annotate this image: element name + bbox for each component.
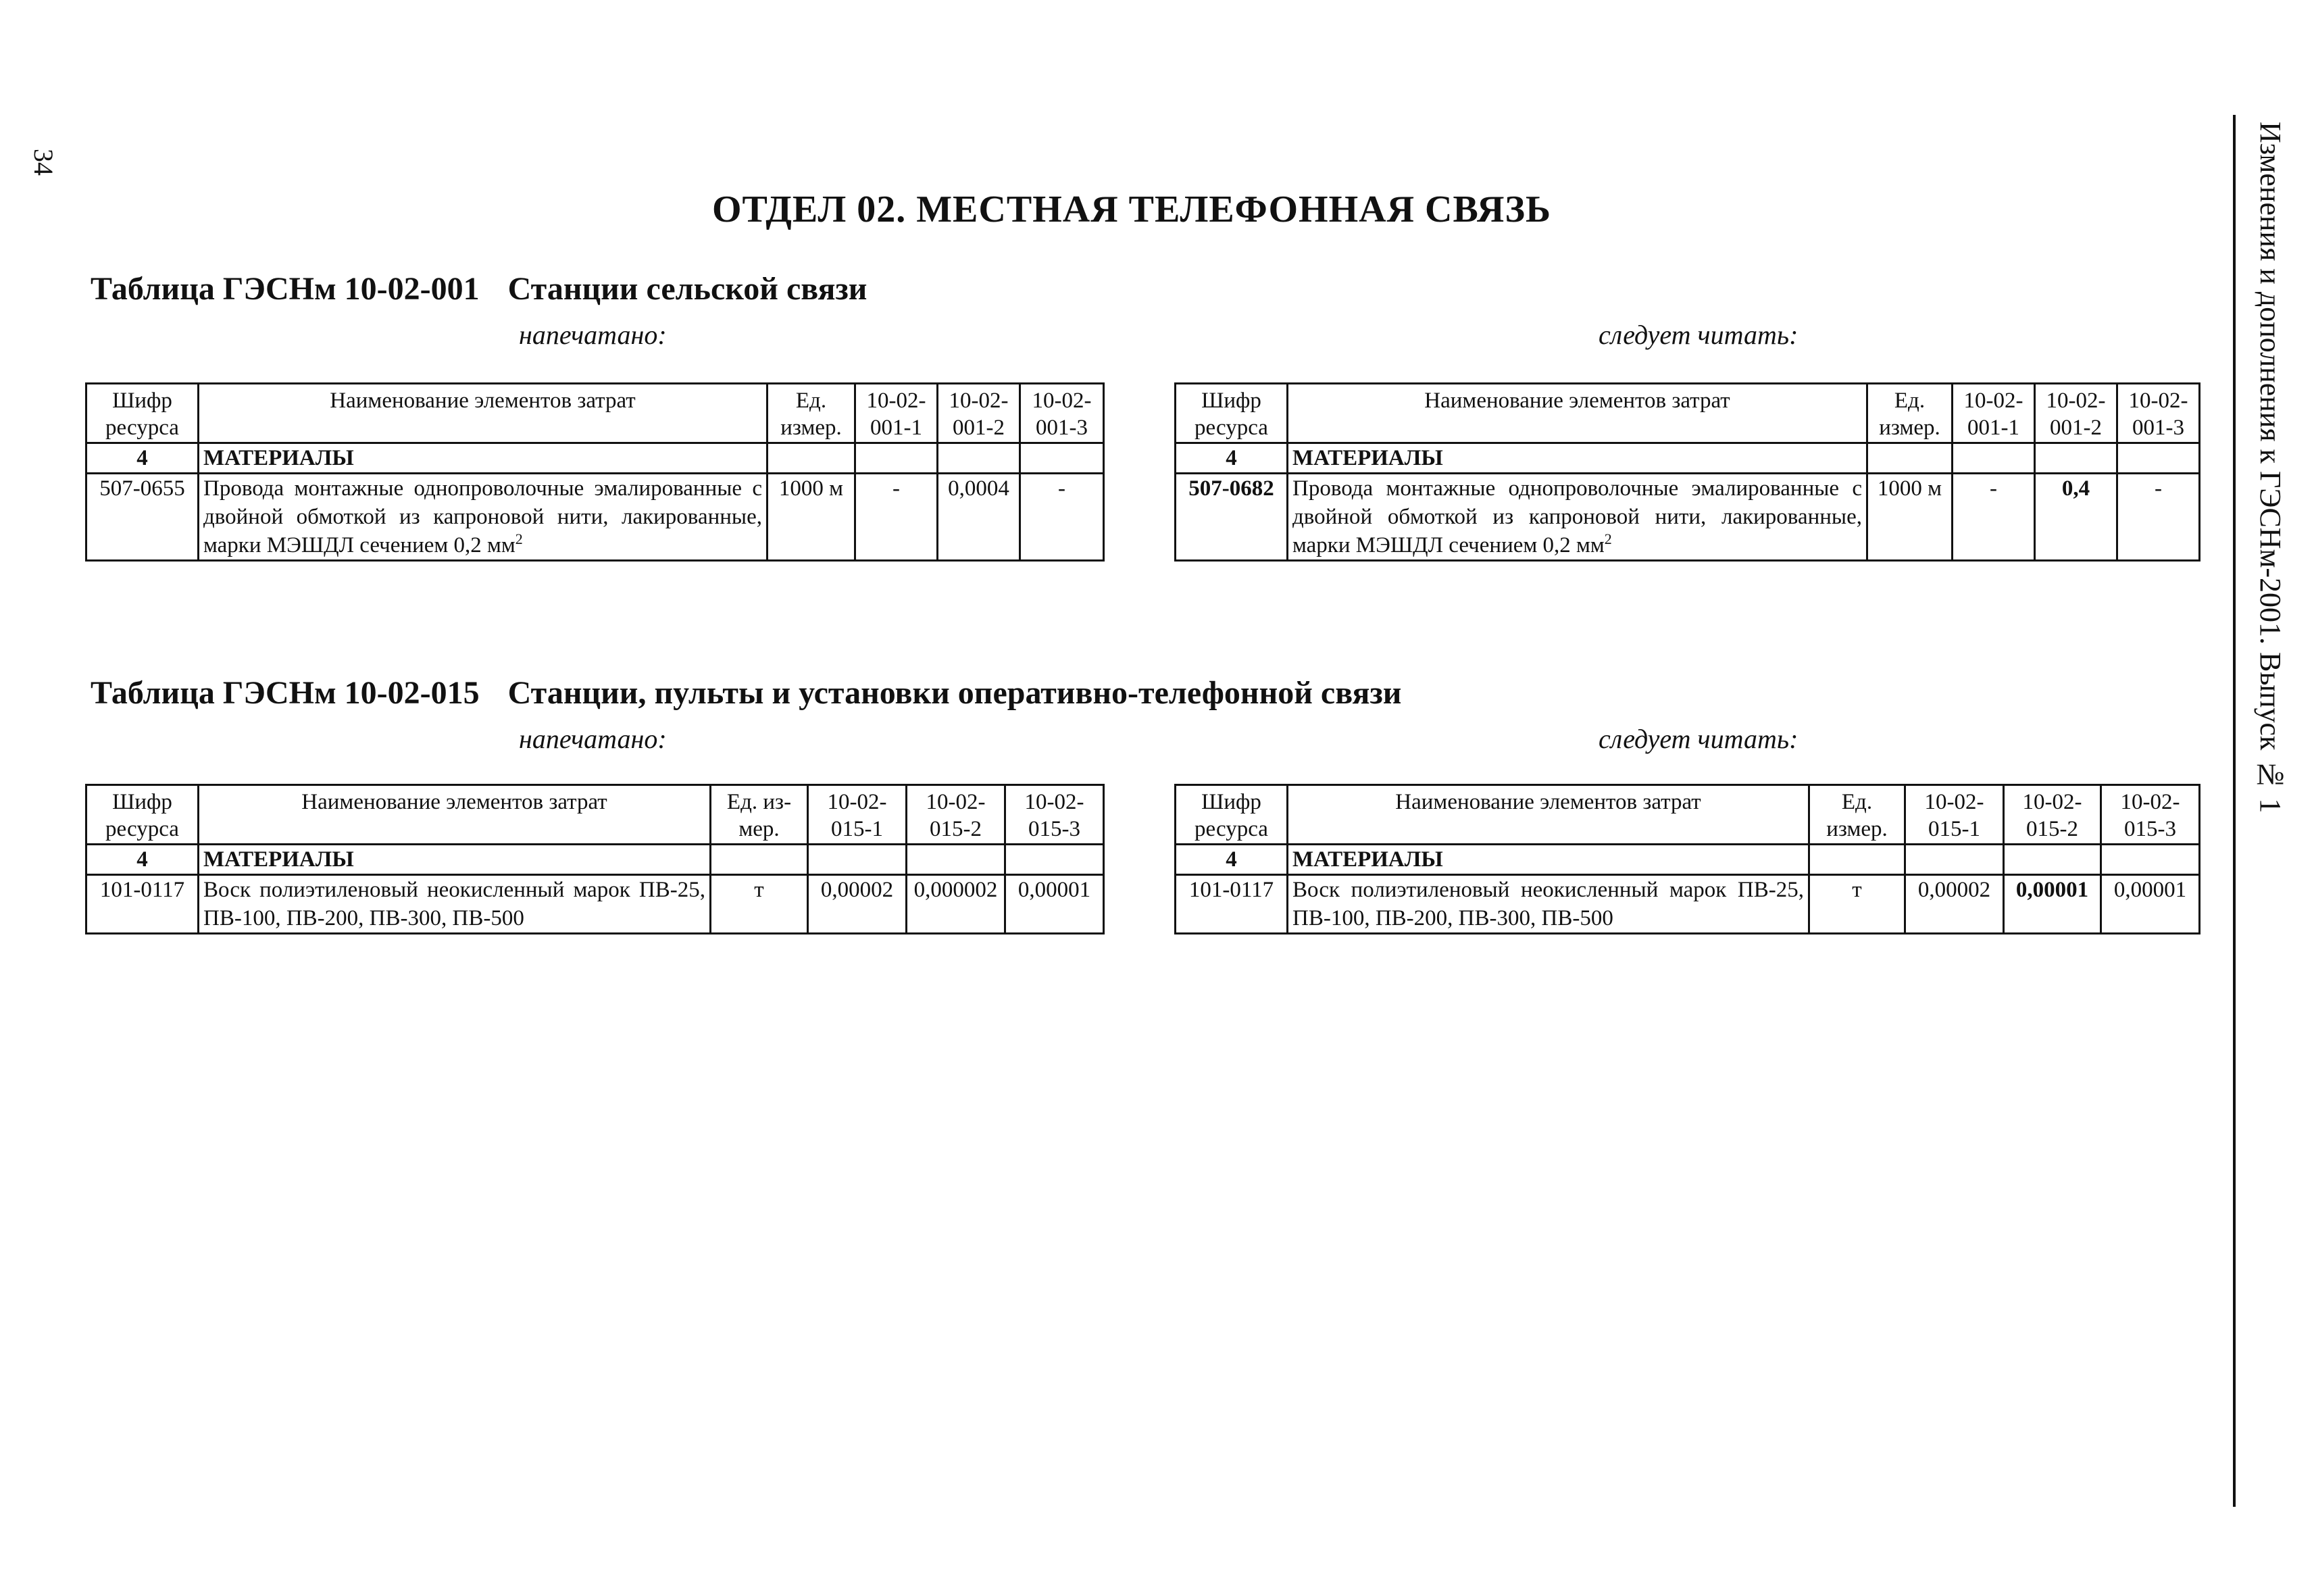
header-col-2: 10-02- 001-2 — [938, 384, 1020, 443]
item-description: Провода монтажные однопроволочные эмалированные с двойной обмоткой из капроновой нити, лакированные, марки МЭШДЛ сечением 0,2 $мм^2$ — [1288, 474, 1867, 561]
header-code: Шифр ресурса — [86, 384, 199, 443]
item-unit: т — [711, 875, 808, 934]
section-title: ОТДЕЛ 02. МЕСТНАЯ ТЕЛЕФОННАЯ СВЯЗЬ — [711, 189, 1552, 230]
group-code: 4 — [86, 443, 199, 474]
table2-printed-note: напечатано: — [519, 724, 667, 754]
value-1: 0,00002 — [1905, 875, 2004, 934]
side-caption: Изменения и дополнения к ГЭСНм-2001. Выпуск № 1 — [2254, 122, 2287, 814]
header-col-3: 10-02- 015-3 — [1005, 785, 1104, 845]
table1-name: Станции сельской связи — [507, 271, 867, 307]
group-code: 4 — [86, 845, 199, 875]
group-code: 4 — [1176, 845, 1288, 875]
table-header-row — [1176, 785, 2200, 845]
item-description: Воск полиэтиленовый неокисленный марок ПВ-25, ПВ-100, ПВ-200, ПВ-300, ПВ-500 — [199, 875, 711, 934]
table-row — [86, 875, 1104, 934]
item-unit: 1000 м — [1867, 474, 1953, 561]
group-name: МАТЕРИАЛЫ — [199, 845, 711, 875]
side-rule — [2233, 115, 2236, 1507]
header-name: Наименование элементов затрат — [199, 384, 768, 443]
table1-title — [91, 270, 867, 307]
group-code: 4 — [1176, 443, 1288, 474]
table-row — [1176, 474, 2200, 561]
table-row — [1176, 875, 2200, 934]
group-name: МАТЕРИАЛЫ — [1288, 845, 1809, 875]
value-2: 0,00001 — [2004, 875, 2101, 934]
header-col-3: 10-02- 001-3 — [2117, 384, 2200, 443]
header-unit: Ед. из- мер. — [711, 785, 808, 845]
table-header-row — [1176, 384, 2200, 443]
page-number: 34 — [28, 149, 59, 176]
item-unit: 1000 м — [768, 474, 855, 561]
table-header-row — [86, 384, 1104, 443]
header-col-2: 10-02- 015-2 — [907, 785, 1005, 845]
value-2: 0,000002 — [907, 875, 1005, 934]
resource-code: 101-0117 — [86, 875, 199, 934]
table2-should-read — [1174, 784, 2200, 934]
header-name: Наименование элементов затрат — [1288, 384, 1867, 443]
header-col-1: 10-02- 015-1 — [1905, 785, 2004, 845]
table-row — [86, 474, 1104, 561]
value-3: 0,00001 — [2101, 875, 2200, 934]
table2-name: Станции, пульты и установки оперативно-телефонной связи — [507, 675, 1402, 711]
table2-label: Таблица ГЭСНм 10-02-015 — [91, 675, 480, 711]
header-col-2: 10-02- 001-2 — [2035, 384, 2117, 443]
resource-code: 507-0655 — [86, 474, 199, 561]
group-name: МАТЕРИАЛЫ — [199, 443, 768, 474]
header-unit: Ед. измер. — [768, 384, 855, 443]
header-name: Наименование элементов затрат — [1288, 785, 1809, 845]
header-col-3: 10-02- 001-3 — [1020, 384, 1104, 443]
table-header-row — [86, 785, 1104, 845]
item-description: Воск полиэтиленовый неокисленный марок ПВ-25, ПВ-100, ПВ-200, ПВ-300, ПВ-500 — [1288, 875, 1809, 934]
table1-printed-note: напечатано: — [519, 320, 667, 350]
header-code: Шифр ресурса — [86, 785, 199, 845]
header-code: Шифр ресурса — [1176, 384, 1288, 443]
item-description: Провода монтажные однопроволочные эмалированные с двойной обмоткой из капроновой нити, лакированные, марки МЭШДЛ сечением 0,2 $мм^2$ — [199, 474, 768, 561]
value-3: - — [2117, 474, 2200, 561]
item-unit: т — [1809, 875, 1905, 934]
table2-printed — [85, 784, 1105, 934]
resource-code: 507-0682 — [1176, 474, 1288, 561]
header-unit: Ед. измер. — [1867, 384, 1953, 443]
resource-code: 101-0117 — [1176, 875, 1288, 934]
header-name: Наименование элементов затрат — [199, 785, 711, 845]
value-1: - — [855, 474, 938, 561]
table-row — [86, 845, 1104, 875]
header-col-3: 10-02- 015-3 — [2101, 785, 2200, 845]
value-3: 0,00001 — [1005, 875, 1104, 934]
header-unit: Ед. измер. — [1809, 785, 1905, 845]
table-row — [86, 443, 1104, 474]
header-col-2: 10-02- 015-2 — [2004, 785, 2101, 845]
value-1: 0,00002 — [808, 875, 907, 934]
table1-should-read — [1174, 382, 2200, 562]
table1-should-read-note: следует читать: — [1599, 320, 1799, 350]
table-row — [1176, 845, 2200, 875]
table2-title — [91, 674, 1401, 712]
table2-should-read-note: следует читать: — [1599, 724, 1799, 754]
value-1: - — [1953, 474, 2035, 561]
table-row — [1176, 443, 2200, 474]
header-col-1: 10-02- 001-1 — [855, 384, 938, 443]
table1-label: Таблица ГЭСНм 10-02-001 — [91, 271, 480, 307]
value-2: 0,4 — [2035, 474, 2117, 561]
value-2: 0,0004 — [938, 474, 1020, 561]
table1-printed — [85, 382, 1105, 562]
value-3: - — [1020, 474, 1104, 561]
header-code: Шифр ресурса — [1176, 785, 1288, 845]
header-col-1: 10-02- 001-1 — [1953, 384, 2035, 443]
group-name: МАТЕРИАЛЫ — [1288, 443, 1867, 474]
header-col-1: 10-02- 015-1 — [808, 785, 907, 845]
